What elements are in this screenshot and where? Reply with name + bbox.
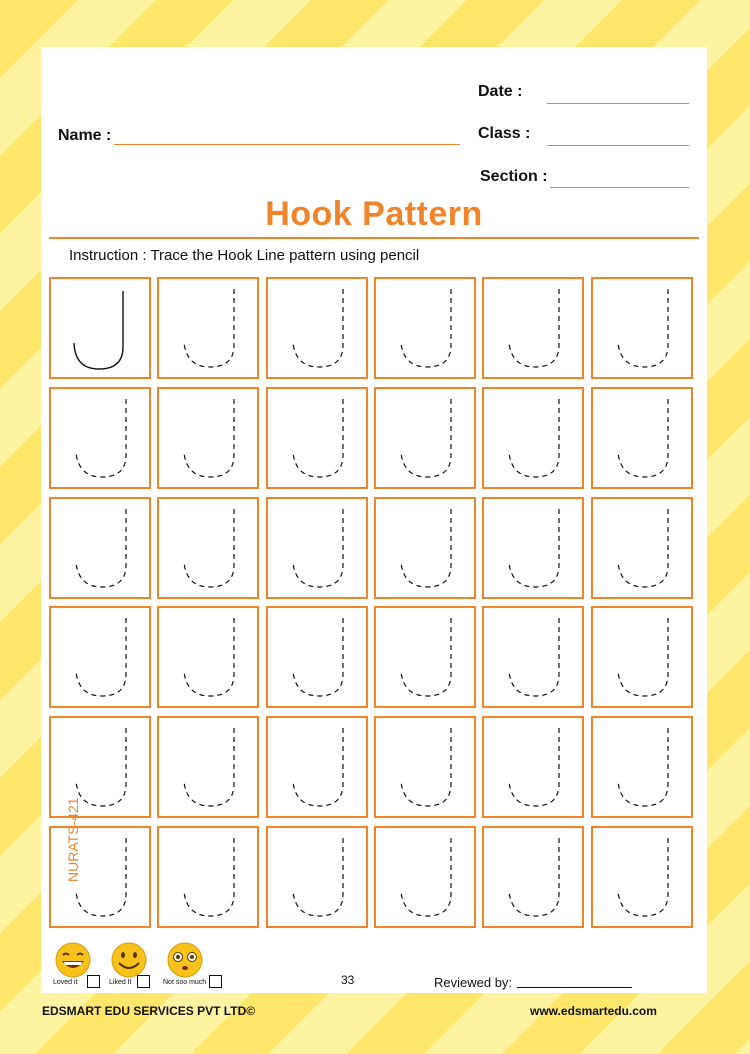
tracing-cell[interactable] — [157, 387, 259, 489]
worksheet-code: NURATS-421 — [65, 797, 81, 882]
tracing-cell[interactable] — [157, 277, 259, 379]
instruction-text: Instruction : Trace the Hook Line pattern using pencil — [69, 247, 420, 264]
hook-pattern-graphic — [593, 499, 690, 596]
hook-trace-guide — [293, 838, 343, 916]
hook-trace-guide — [293, 399, 343, 477]
feedback-not-much-label: Not soo much — [163, 979, 207, 986]
page-title: Hook Pattern — [265, 195, 483, 233]
hook-trace-guide — [509, 509, 559, 587]
hook-trace-guide — [509, 728, 559, 806]
page-number: 33 — [341, 973, 355, 987]
hook-pattern-graphic — [376, 279, 473, 376]
title-divider — [49, 237, 699, 239]
tracing-cell[interactable] — [374, 277, 476, 379]
hook-pattern-graphic — [593, 828, 690, 925]
hook-trace-guide — [618, 728, 668, 806]
tracing-cell[interactable] — [591, 277, 693, 379]
feedback-liked-label: Liked It — [109, 979, 132, 986]
tracing-cell[interactable] — [49, 387, 151, 489]
tracing-cell[interactable] — [266, 497, 368, 599]
footer-website[interactable]: www.edsmartedu.com — [530, 1004, 657, 1018]
hook-trace-guide — [509, 618, 559, 696]
tracing-cell[interactable] — [374, 606, 476, 708]
hook-trace-guide — [509, 289, 559, 367]
hook-trace-guide — [76, 838, 126, 916]
hook-pattern-graphic — [159, 608, 256, 705]
laughing-face-icon — [51, 942, 95, 978]
hook-pattern-graphic — [268, 608, 365, 705]
hook-pattern-graphic — [376, 828, 473, 925]
hook-pattern-graphic — [159, 828, 256, 925]
hook-pattern-graphic — [51, 499, 148, 596]
hook-trace-guide — [509, 838, 559, 916]
hook-pattern-graphic — [51, 279, 148, 376]
hook-trace-guide — [401, 838, 451, 916]
tracing-cell[interactable] — [591, 716, 693, 818]
hook-trace-guide — [401, 618, 451, 696]
hook-pattern-graphic — [484, 828, 581, 925]
hook-trace-guide — [293, 728, 343, 806]
tracing-cell[interactable] — [374, 387, 476, 489]
date-label: Date : — [478, 83, 523, 100]
hook-trace-guide — [401, 728, 451, 806]
class-label: Class : — [478, 125, 531, 142]
worksheet-page — [41, 47, 707, 993]
date-field[interactable] — [547, 103, 689, 104]
tracing-cell[interactable] — [266, 387, 368, 489]
hook-pattern-graphic — [593, 279, 690, 376]
hook-pattern-graphic — [593, 608, 690, 705]
hook-pattern-graphic — [484, 389, 581, 486]
hook-trace-guide — [293, 509, 343, 587]
hook-trace-guide — [401, 399, 451, 477]
hook-pattern-graphic — [159, 718, 256, 815]
hook-pattern-graphic — [159, 389, 256, 486]
hook-example-stroke — [74, 291, 123, 369]
tracing-cell[interactable] — [49, 606, 151, 708]
tracing-cell[interactable] — [49, 497, 151, 599]
hook-trace-guide — [618, 289, 668, 367]
feedback-not-much — [163, 942, 243, 990]
smiling-face-icon — [107, 942, 151, 978]
tracing-cell[interactable] — [266, 606, 368, 708]
loved-checkbox[interactable] — [87, 975, 100, 988]
hook-trace-guide — [184, 618, 234, 696]
hook-pattern-graphic — [51, 608, 148, 705]
tracing-cell[interactable] — [482, 606, 584, 708]
hook-trace-guide — [401, 509, 451, 587]
section-field[interactable] — [550, 187, 689, 188]
reviewed-by-label: Reviewed by: — [434, 975, 513, 990]
hook-pattern-graphic — [268, 389, 365, 486]
tracing-cell[interactable] — [157, 716, 259, 818]
tracing-cell[interactable] — [482, 277, 584, 379]
hook-pattern-graphic — [484, 718, 581, 815]
hook-pattern-graphic — [376, 608, 473, 705]
hook-pattern-graphic — [484, 499, 581, 596]
hook-pattern-graphic — [593, 389, 690, 486]
name-label: Name : — [58, 127, 112, 144]
hook-pattern-graphic — [268, 499, 365, 596]
tracing-cell[interactable] — [157, 826, 259, 928]
neutral-face-icon — [163, 942, 207, 978]
hook-pattern-graphic — [484, 279, 581, 376]
not-much-checkbox[interactable] — [209, 975, 222, 988]
tracing-cell[interactable] — [591, 606, 693, 708]
hook-pattern-graphic — [159, 279, 256, 376]
hook-pattern-graphic — [376, 718, 473, 815]
hook-trace-guide — [509, 399, 559, 477]
tracing-cell[interactable] — [157, 606, 259, 708]
class-field[interactable] — [547, 145, 689, 146]
tracing-cell[interactable] — [374, 826, 476, 928]
hook-trace-guide — [401, 289, 451, 367]
tracing-cell[interactable] — [266, 716, 368, 818]
tracing-cell[interactable] — [591, 387, 693, 489]
hook-pattern-graphic — [268, 718, 365, 815]
hook-trace-guide — [184, 728, 234, 806]
tracing-cell[interactable] — [266, 826, 368, 928]
hook-trace-guide — [184, 838, 234, 916]
hook-pattern-graphic — [484, 608, 581, 705]
hook-trace-guide — [184, 509, 234, 587]
tracing-cell[interactable] — [482, 826, 584, 928]
name-field[interactable] — [114, 144, 460, 145]
tracing-cell[interactable] — [482, 387, 584, 489]
hook-pattern-graphic — [268, 279, 365, 376]
liked-checkbox[interactable] — [137, 975, 150, 988]
hook-trace-guide — [293, 289, 343, 367]
hook-trace-guide — [76, 618, 126, 696]
hook-trace-guide — [618, 618, 668, 696]
hook-pattern-graphic — [51, 389, 148, 486]
hook-trace-guide — [184, 399, 234, 477]
tracing-cell[interactable] — [266, 277, 368, 379]
feedback-loved-label: Loved it — [53, 979, 78, 986]
hook-pattern-graphic — [159, 499, 256, 596]
section-label: Section : — [480, 168, 548, 185]
hook-trace-guide — [293, 618, 343, 696]
tracing-cell[interactable] — [374, 716, 476, 818]
hook-trace-guide — [76, 399, 126, 477]
tracing-cell[interactable] — [374, 497, 476, 599]
hook-trace-guide — [618, 838, 668, 916]
hook-trace-guide — [76, 509, 126, 587]
hook-trace-guide — [76, 728, 126, 806]
footer-company: EDSMART EDU SERVICES PVT LTD© — [42, 1004, 256, 1018]
hook-trace-guide — [618, 509, 668, 587]
tracing-cell[interactable] — [591, 826, 693, 928]
hook-pattern-graphic — [593, 718, 690, 815]
tracing-cell[interactable] — [482, 497, 584, 599]
tracing-cell[interactable] — [49, 277, 151, 379]
hook-pattern-graphic — [376, 499, 473, 596]
tracing-cell[interactable] — [482, 716, 584, 818]
hook-trace-guide — [184, 289, 234, 367]
hook-trace-guide — [618, 399, 668, 477]
hook-pattern-graphic — [376, 389, 473, 486]
hook-pattern-graphic — [268, 828, 365, 925]
tracing-cell[interactable] — [157, 497, 259, 599]
tracing-cell[interactable] — [591, 497, 693, 599]
reviewed-by-field[interactable] — [517, 987, 632, 988]
